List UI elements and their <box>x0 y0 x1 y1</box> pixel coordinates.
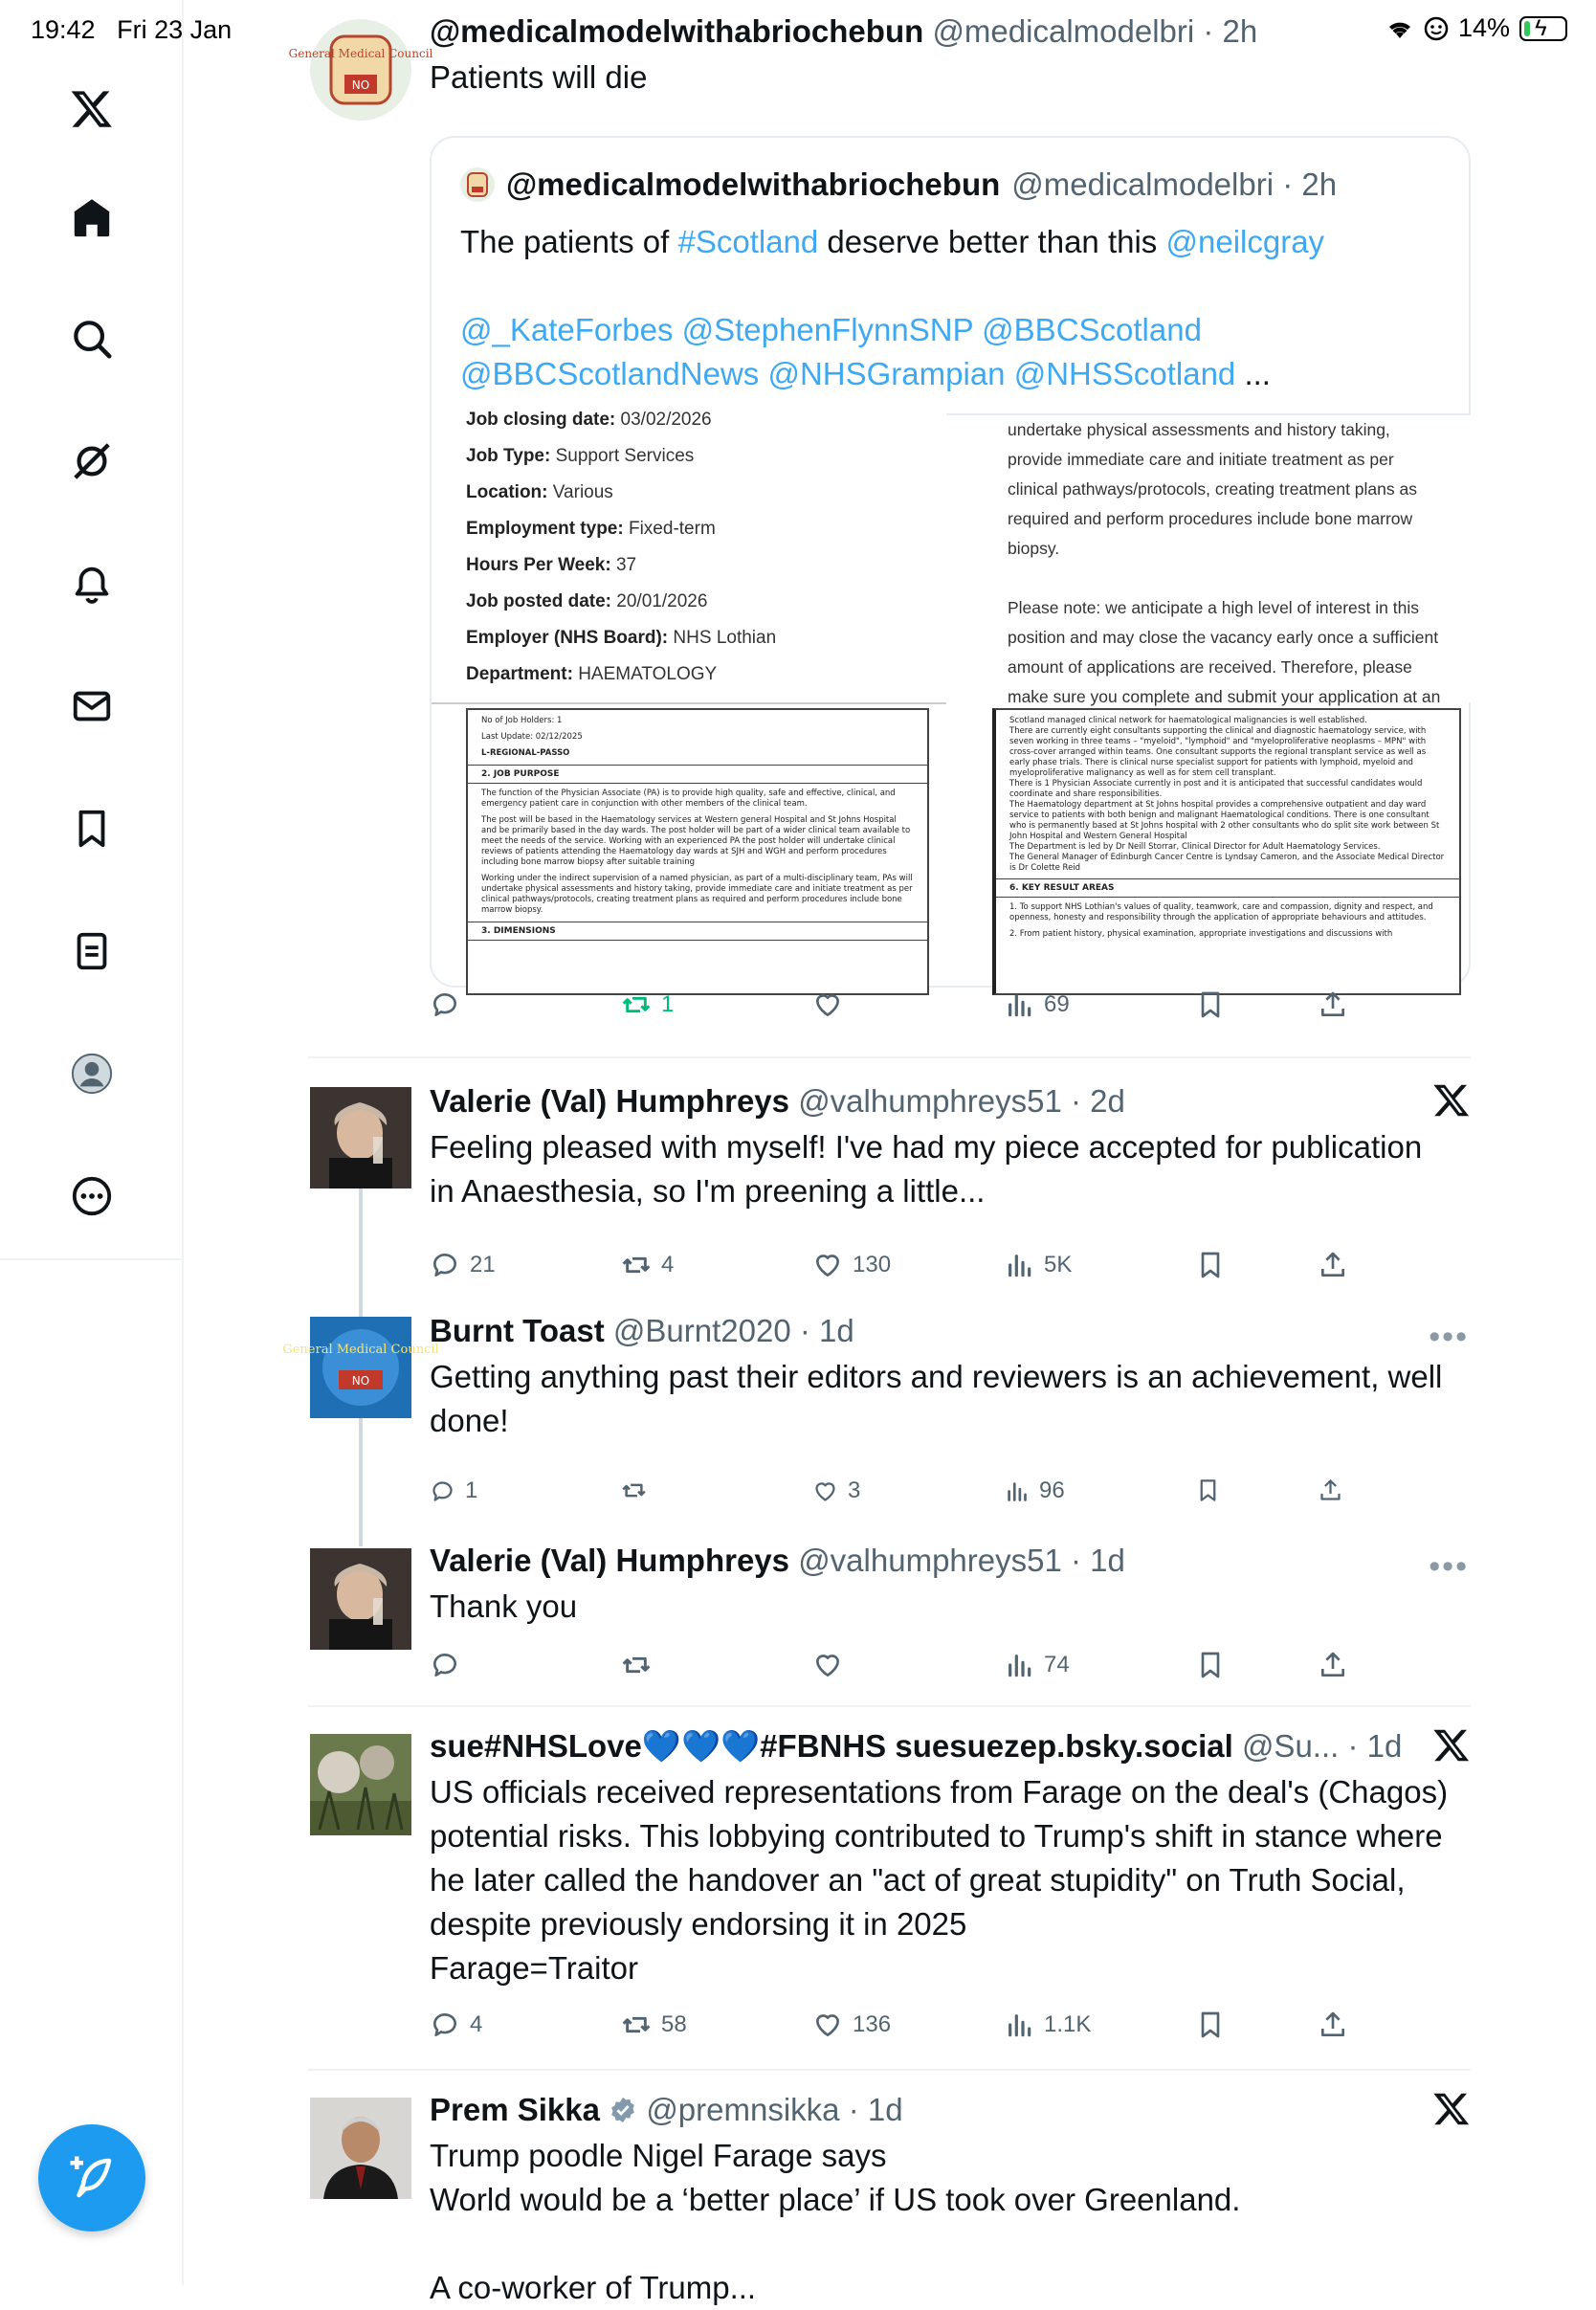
lists-icon[interactable] <box>59 919 124 984</box>
verified-badge-icon <box>609 2096 637 2124</box>
tweet-header: Valerie (Val) Humphreys @valhumphreys51 · 1d <box>430 1543 1125 1578</box>
reply-button[interactable] <box>430 1250 496 1280</box>
job-detail-label: Job posted date: <box>466 591 612 611</box>
tweet-header: Burnt Toast @Burnt2020 · 1d <box>430 1313 854 1348</box>
tweet[interactable] <box>308 2092 1471 2305</box>
tweet-body <box>430 13 1471 100</box>
heart-icon <box>812 2010 843 2040</box>
sidebar <box>0 0 184 2285</box>
timestamp[interactable]: 1d <box>819 1313 854 1348</box>
tweet-text-line: World would be a ‘better place’ if US took over Greenland. <box>430 2182 1241 2217</box>
views-button[interactable] <box>1004 1250 1072 1280</box>
scan-paragraph: The Department is led by Dr Neill Storrar, Clinical Director for Adult Haematology Services. <box>1009 842 1381 852</box>
job-detail-label: Hours Per Week: <box>466 555 611 575</box>
job-detail-value: Support Services <box>555 446 695 466</box>
display-name[interactable]: @medicalmodelwithabriochebun <box>430 13 924 49</box>
bookmarks-icon[interactable] <box>59 796 124 861</box>
repost-button[interactable] <box>621 1650 661 1680</box>
timestamp[interactable]: 1d <box>1090 1543 1125 1578</box>
quote-text-part: deserve better than this <box>818 224 1166 259</box>
quote-media-grid <box>432 410 1469 986</box>
scan-paragraph: The General Manager of Edinburgh Cancer Centre is Lyndsay Cameron, and the Associate Medical Director is Dr Colette Reid <box>1009 853 1445 873</box>
job-detail-row <box>466 620 946 656</box>
sidebar-divider <box>0 1258 184 1260</box>
handle[interactable]: @valhumphreys51 <box>798 1083 1062 1119</box>
tweet-body <box>430 1313 1471 1443</box>
timestamp[interactable]: 1d <box>867 2092 903 2127</box>
scan-line: Last Update: 02/12/2025 <box>481 732 583 742</box>
views-button[interactable] <box>1004 989 1070 1020</box>
job-detail-value: Fixed-term <box>628 519 716 539</box>
tweet-actions <box>430 1250 1471 1292</box>
tweet-text: Thank you <box>430 1588 578 1624</box>
svg-text:NO: NO <box>351 1374 370 1388</box>
job-detail-value: 20/01/2026 <box>616 591 708 611</box>
reply-icon <box>430 1478 455 1504</box>
reply-button[interactable] <box>430 989 470 1020</box>
tweet-divider <box>308 2069 1471 2071</box>
job-description-line: amount of applications are received. Therefore, please <box>1008 657 1412 677</box>
feather-plus-icon <box>66 2152 118 2204</box>
battery-percent: 14% <box>1457 13 1510 42</box>
reply-icon <box>430 1250 460 1280</box>
job-detail-value: 37 <box>615 555 637 575</box>
media-image-job-details[interactable] <box>432 402 946 689</box>
x-grok-icon[interactable] <box>1432 2090 1471 2128</box>
tweet-text-line: Farage=Traitor <box>430 1950 638 1986</box>
bookmark-button[interactable] <box>1195 2010 1226 2040</box>
display-name[interactable]: Prem Sikka <box>430 2092 600 2127</box>
scan-heading: 6. KEY RESULT AREAS <box>996 878 1459 898</box>
handle[interactable]: @valhumphreys51 <box>798 1543 1062 1578</box>
quote-timestamp: 2h <box>1301 167 1338 202</box>
share-button[interactable] <box>1318 1477 1343 1503</box>
tweet-divider <box>308 1705 1471 1707</box>
job-detail-label: Employment type: <box>466 519 624 539</box>
job-detail-label: Job closing date: <box>466 410 616 430</box>
job-detail-label: Employer (NHS Board): <box>466 628 669 648</box>
job-detail-value: 03/02/2026 <box>620 410 712 430</box>
quote-text-part: The patients of <box>460 224 678 259</box>
search-icon[interactable] <box>59 306 124 371</box>
scan-paragraph: There is 1 Physician Associate currently in post and it is anticipated that successful candidates would coordinate and share responsibilities. <box>1009 779 1423 799</box>
like-button[interactable] <box>812 989 853 1020</box>
scan-heading: 2. JOB PURPOSE <box>468 765 927 784</box>
views-button[interactable] <box>1004 1477 1065 1504</box>
home-icon[interactable] <box>59 186 124 251</box>
bookmark-icon <box>1195 1250 1226 1280</box>
job-detail-label: Location: <box>466 482 548 502</box>
scan-paragraph: Scotland managed clinical network for haematological malignancies is well established. <box>1009 716 1367 725</box>
scan-paragraph: Working under the indirect supervision of a named physician, as part of a multi-disciplinary team, PAs will undertake physical assessments and history taking, provide immediate care and initiate treatment as per clinical pathways/protocols, creating treatment plans as required and perform procedures include bone marrow biopsy. <box>481 874 913 915</box>
display-name[interactable]: Valerie (Val) Humphreys <box>430 1543 790 1578</box>
repost-count: 58 <box>661 2011 687 2037</box>
avatar[interactable] <box>282 1317 439 1418</box>
share-icon <box>1318 989 1348 1020</box>
date: Fri 23 Jan <box>117 15 233 44</box>
svg-text:General Medical Council: General Medical Council <box>288 47 433 60</box>
share-button[interactable] <box>1318 1250 1348 1280</box>
quote-text <box>460 220 1440 396</box>
display-name[interactable]: sue#NHSLove💙💙💙#FBNHS suesuezep.bsky.social <box>430 1728 1233 1764</box>
job-description-line <box>1008 564 1453 593</box>
share-icon <box>1318 2010 1348 2040</box>
reply-icon <box>430 1650 460 1680</box>
job-detail-label: Job Type: <box>466 446 551 466</box>
tweet-body <box>430 2092 1471 2310</box>
view-count: 69 <box>1044 991 1070 1017</box>
like-button[interactable] <box>812 1650 853 1680</box>
views-chart-icon <box>1004 2010 1034 2040</box>
job-detail-label: Department: <box>466 664 573 684</box>
share-button[interactable] <box>1318 2010 1348 2040</box>
x-logo-icon[interactable] <box>59 77 124 142</box>
bookmark-button[interactable] <box>1195 989 1226 1020</box>
heart-icon <box>812 989 843 1020</box>
job-detail-row <box>466 438 946 475</box>
like-button[interactable] <box>812 2010 891 2040</box>
bookmark-icon <box>1195 1477 1221 1503</box>
reply-count: 1 <box>465 1477 478 1503</box>
grok-icon[interactable] <box>59 429 124 494</box>
mention-links[interactable]: @BBCScotlandNews @NHSGrampian @NHSScotland <box>460 356 1236 391</box>
job-description-line: make sure you complete and submit your application at an <box>1008 687 1441 706</box>
job-description-line: required and perform procedures include bone marrow <box>1008 509 1413 528</box>
clock: 19:42 <box>31 15 96 44</box>
quote-display-name: @medicalmodelwithabriochebun <box>506 167 1001 202</box>
view-count: 96 <box>1039 1477 1065 1503</box>
views-button[interactable] <box>1004 2010 1091 2040</box>
views-chart-icon <box>1004 989 1034 1020</box>
quoted-tweet[interactable] <box>430 136 1471 988</box>
like-count: 3 <box>848 1477 861 1503</box>
handle[interactable]: @premnsikka <box>646 2092 840 2127</box>
tweet-header: sue#NHSLove💙💙💙#FBNHS suesuezep.bsky.social @Su... · 1d <box>430 1728 1403 1764</box>
tweet[interactable] <box>308 1083 1471 1275</box>
tweet-body <box>430 1728 1471 1990</box>
repost-icon <box>621 1477 647 1503</box>
heart-icon <box>812 1250 843 1280</box>
share-icon <box>1318 1650 1348 1680</box>
avatar[interactable] <box>310 1087 411 1188</box>
mention-link[interactable]: @neilcgray <box>1165 224 1325 259</box>
more-options-icon[interactable]: ••• <box>1429 1548 1469 1585</box>
battery-icon: ϟ <box>1519 16 1567 41</box>
media-image-key-result-areas-scan[interactable] <box>992 708 1461 995</box>
media-image-job-description[interactable] <box>979 415 1473 706</box>
job-detail-row <box>466 547 946 584</box>
tweet[interactable] <box>282 1313 1471 1504</box>
scan-paragraph: The Haematology department at St Johns hospital provides a comprehensive outpatient and day ward service to patients with both benign and malignant Haematological conditions. There is one consultant who is permanently based at St Johns hospital with 2 other consultants who do split site work between St John Hospital and Western General Hospital <box>1009 800 1440 841</box>
avatar[interactable] <box>310 1548 411 1650</box>
share-icon <box>1318 1250 1348 1280</box>
job-description-line: undertake physical assessments and history taking, <box>1008 420 1390 439</box>
quote-handle: @medicalmodelbri <box>1011 167 1275 202</box>
job-description-line: biopsy. <box>1008 539 1060 558</box>
svg-text:NO: NO <box>351 78 370 92</box>
view-count: 1.1K <box>1044 2011 1092 2037</box>
tweet-text: Feeling pleased with myself! I've had my piece accepted for publication in Anaesthesia, so I'm preening a little... <box>430 1129 1423 1209</box>
tweet-actions <box>430 1477 1471 1520</box>
tweet[interactable] <box>308 1543 1471 1696</box>
job-detail-row <box>466 656 946 693</box>
hashtag-link[interactable]: #Scotland <box>677 224 819 259</box>
media-image-job-purpose-scan[interactable] <box>466 708 929 995</box>
share-button[interactable] <box>1318 1650 1348 1680</box>
scan-heading: 3. DIMENSIONS <box>468 922 927 941</box>
reply-count: 4 <box>470 2011 483 2037</box>
tweet-header: @medicalmodelwithabriochebun @medicalmodelbri · 2h <box>430 13 1258 49</box>
job-detail-row <box>466 402 946 438</box>
like-button[interactable] <box>812 1477 860 1504</box>
job-detail-value: Various <box>552 482 613 502</box>
display-name[interactable]: Burnt Toast <box>430 1313 605 1348</box>
profile-avatar-icon[interactable] <box>59 1041 124 1106</box>
timestamp[interactable]: 2h <box>1222 13 1258 49</box>
job-detail-value: NHS Lothian <box>673 628 777 648</box>
svg-text:General Medical Council: General Medical Council <box>282 1343 439 1357</box>
bookmark-button[interactable] <box>1195 1650 1226 1680</box>
display-name[interactable]: Valerie (Val) Humphreys <box>430 1083 790 1119</box>
reply-button[interactable] <box>430 1477 477 1504</box>
job-description-line: provide immediate care and initiate treatment as per <box>1008 450 1394 469</box>
tweet-header: Valerie (Val) Humphreys @valhumphreys51 · 2d <box>430 1083 1125 1119</box>
handle[interactable]: @Su... <box>1241 1728 1340 1764</box>
handle[interactable]: @Burnt2020 <box>612 1313 791 1348</box>
reply-icon <box>430 989 460 1020</box>
timestamp[interactable]: 2d <box>1090 1083 1125 1119</box>
tweet-body <box>430 1543 1471 1629</box>
view-count: 74 <box>1044 1652 1070 1677</box>
quote-avatar <box>460 167 495 202</box>
mention-links[interactable]: @_KateForbes @StephenFlynnSNP @BBCScotland <box>460 312 1202 347</box>
repost-icon <box>621 1650 652 1680</box>
scan-paragraph: The function of the Physician Associate (PA) is to provide high quality, safe and effective, clinical, and emergency patient care in conjunction with other members of the clinical team. <box>481 789 896 809</box>
repost-button[interactable] <box>621 989 674 1020</box>
bookmark-button[interactable] <box>1195 1477 1221 1503</box>
like-count: 130 <box>853 1252 892 1277</box>
job-detail-row <box>466 475 946 511</box>
like-count: 136 <box>853 2011 892 2037</box>
views-chart-icon <box>1004 1650 1034 1680</box>
repost-icon <box>621 2010 652 2040</box>
tweet-actions <box>430 1650 1471 1692</box>
scan-paragraph: The post will be based in the Haematology services at Western general Hospital and St Johns Hospital and be primarily based in the day wards. The post holder will be part of a wider clinical team available to meet the needs of the service. Working with an experienced PA the post holder will undertake clinical reviews of patients attending the Haematology day wards at SJH and WGH and perform procedures including bone marrow biopsy after suitable training <box>481 815 911 867</box>
compose-post-button[interactable] <box>38 2124 145 2232</box>
tweet-text-line: A co-worker of Trump... <box>430 2270 757 2305</box>
job-detail-row <box>466 511 946 547</box>
scan-paragraph: There are currently eight consultants supporting the clinical and diagnostic haematology service, with seven working in three teams – "myeloid", "lymphoid" and "myeloproliferative neoplasms – MPN" with cross-cover arranged within teams. One consultant supports the regional transplant service as well as early phase trials. There is clinical nurse specialist support for patients with lymphoid, myeloid and myeloproliferative malignancy as well as for stem cell transplant. <box>1009 726 1427 778</box>
scan-line: L-REGIONAL-PASSO <box>481 748 570 758</box>
repost-button[interactable] <box>621 1250 674 1280</box>
x-grok-icon[interactable] <box>1432 1726 1471 1765</box>
reply-button[interactable] <box>430 1650 470 1680</box>
tweet-text: Trump poodle Nigel Farage says <box>430 2138 887 2173</box>
like-button[interactable] <box>812 1250 891 1280</box>
truncation-ellipsis: ... <box>1235 356 1271 391</box>
bookmark-icon <box>1195 989 1226 1020</box>
tweet-body <box>430 1083 1471 1213</box>
messages-envelope-icon[interactable] <box>59 674 124 739</box>
tweet[interactable] <box>308 1728 1471 2054</box>
handle[interactable]: @medicalmodelbri <box>932 13 1195 49</box>
repost-button[interactable] <box>621 2010 687 2040</box>
share-icon <box>1318 1477 1343 1503</box>
more-options-icon[interactable]: ••• <box>1429 1319 1469 1355</box>
view-count: 5K <box>1044 1252 1073 1277</box>
timestamp[interactable]: 1d <box>1366 1728 1403 1764</box>
reply-button[interactable] <box>430 2010 482 2040</box>
bookmark-button[interactable] <box>1195 1250 1226 1280</box>
bookmark-icon <box>1195 1650 1226 1680</box>
tweet[interactable] <box>288 13 1471 1056</box>
tweet-divider <box>308 1056 1471 1058</box>
views-chart-icon <box>1004 1250 1034 1280</box>
tweet-actions <box>430 2010 1471 2052</box>
x-grok-icon[interactable] <box>1432 1081 1471 1120</box>
scan-list-item: 1. To support NHS Lothian's values of quality, teamwork, care and compassion, dignity and respect, and openness, honesty and responsibility through the application of appropriate behaviours and attitudes. <box>1009 902 1433 922</box>
repost-icon <box>621 989 652 1020</box>
tweet-text: Patients will die <box>430 59 648 95</box>
scan-line: No of Job Holders: 1 <box>481 716 563 725</box>
job-detail-row <box>466 584 946 620</box>
reply-count: 21 <box>470 1252 496 1277</box>
scan-list-item: 2. From patient history, physical examination, appropriate investigations and discussions with <box>1009 929 1393 939</box>
tweet-text: Getting anything past their editors and reviewers is an achievement, well done! <box>430 1359 1443 1438</box>
repost-button[interactable] <box>621 1477 656 1503</box>
job-detail-value: HAEMATOLOGY <box>578 664 718 684</box>
job-description-line: position and may close the vacancy early once a sufficient <box>1008 628 1439 647</box>
heart-icon <box>812 1650 843 1680</box>
repost-count: 1 <box>661 991 675 1017</box>
heart-icon <box>812 1478 838 1504</box>
reply-icon <box>430 2010 460 2040</box>
share-button[interactable] <box>1318 989 1348 1020</box>
bookmark-icon <box>1195 2010 1226 2040</box>
avatar[interactable] <box>310 1734 411 1835</box>
views-chart-icon <box>1004 1478 1030 1504</box>
avatar[interactable] <box>288 19 433 121</box>
more-circle-icon[interactable] <box>59 1164 124 1229</box>
repost-icon <box>621 1250 652 1280</box>
job-description-line: clinical pathways/protocols, creating treatment plans as <box>1008 479 1417 499</box>
tweet-header: Prem Sikka @premnsikka · 1d <box>430 2092 903 2127</box>
job-description-line: Please note: we anticipate a high level of interest in this <box>1008 598 1419 617</box>
tweet-actions <box>430 989 1471 1032</box>
tweet-text: US officials received representations from Farage on the deal's (Chagos) potential risks. This lobbying contributed to Trump's shift in stance where he later called the handover an "act of great stupidity" on Truth Social, despite previously endorsing it in 2025 <box>430 1774 1449 1942</box>
avatar[interactable] <box>310 2098 411 2199</box>
repost-count: 4 <box>661 1252 675 1277</box>
views-button[interactable] <box>1004 1650 1070 1680</box>
notifications-bell-icon[interactable] <box>59 551 124 616</box>
quote-header: @medicalmodelwithabriochebun @medicalmodelbri · 2h <box>460 167 1337 203</box>
